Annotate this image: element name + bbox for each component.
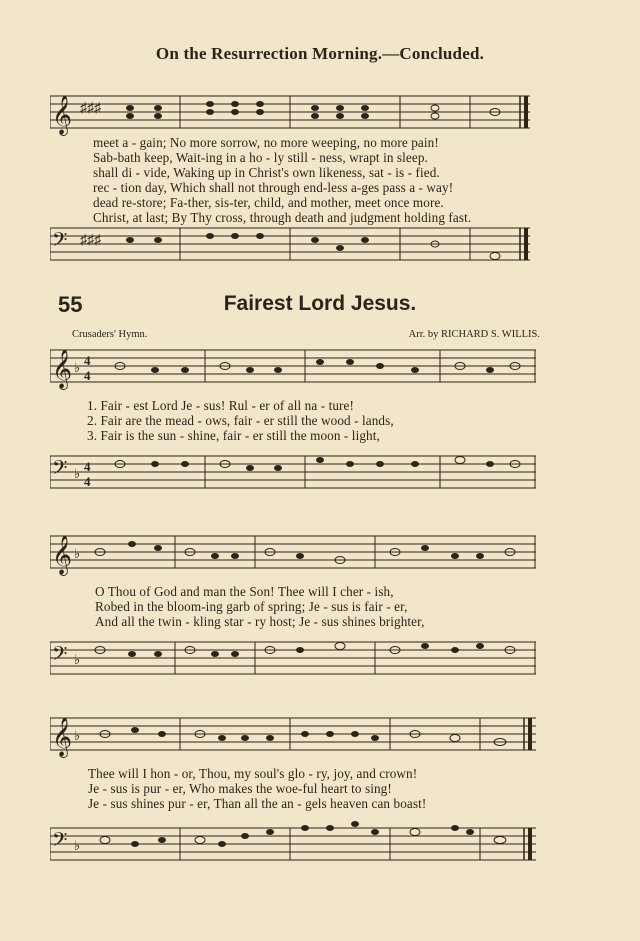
staff-lines: [50, 222, 530, 270]
system3-lyric-3: Je - sus shines pur - er, Than all the an - gels heaven can boast!: [88, 796, 427, 811]
concluded-lyric-5: dead re-store; Fa-ther, sis-ter, child, and mother, meet once more.: [93, 195, 444, 210]
staff-lines: [50, 448, 536, 498]
hymn-title: Fairest Lord Jesus.: [223, 292, 417, 315]
system2-lyric-2: Robed in the bloom-ing garb of spring; Je - sus is fair - er,: [95, 599, 408, 614]
staff-lines: [50, 90, 530, 138]
staff-lines: [50, 634, 536, 684]
flat-key-icon: ♭: [74, 838, 81, 853]
treble-clef-icon: 𝄞: [52, 97, 73, 134]
time-signature-bottom: 4: [84, 368, 91, 383]
time-signature-top: 4: [84, 459, 91, 474]
system3-lyric-1: Thee will I hon - or, Thou, my soul's glo - ry, joy, and crown!: [88, 766, 418, 781]
flat-key-icon: ♭: [74, 466, 81, 481]
time-signature-bottom: 4: [84, 474, 91, 489]
flat-key-icon: ♭: [74, 546, 81, 561]
concluded-lyric-4: rec - tion day, Which shall not through end-less a-ges pass a - way!: [93, 180, 454, 195]
flat-key-icon: ♭: [74, 728, 81, 743]
staff-system1-treble: [50, 342, 536, 392]
treble-clef-icon: 𝄞: [52, 719, 73, 756]
treble-clef-icon: 𝄞: [52, 537, 73, 574]
system3-lyric-2: Je - sus is pur - er, Who makes the woe-ful heart to sing!: [88, 781, 392, 796]
system1-lyric-2: 2. Fair are the mead - ows, fair - er still the wood - lands,: [87, 413, 394, 428]
sharp-key-icon: ♯♯♯: [80, 101, 101, 116]
time-signature-top: 4: [84, 353, 91, 368]
staff-system3-treble: [50, 710, 536, 760]
bass-clef-icon: 𝄢: [52, 230, 68, 256]
flat-key-icon: ♭: [74, 652, 81, 667]
arranger-credit: Arr. by RICHARD S. WILLIS.: [408, 329, 540, 340]
hymn-number: 55: [58, 292, 83, 317]
treble-clef-icon: 𝄞: [52, 351, 73, 388]
sharp-key-icon: ♯♯♯: [80, 233, 101, 248]
system1-lyric-3: 3. Fair is the sun - shine, fair - er still the moon - light,: [87, 428, 380, 443]
bass-clef-icon: 𝄢: [52, 458, 68, 484]
staff-concluded-treble: [50, 90, 530, 138]
continued-header: On the Resurrection Morning.—Concluded.: [155, 44, 485, 63]
staff-lines: [50, 342, 536, 392]
staff-system2-treble: [50, 528, 536, 578]
staff-system2-bass: [50, 634, 536, 684]
system1-lyric-1: 1. Fair - est Lord Je - sus! Rul - er of all na - ture!: [87, 398, 354, 413]
staff-lines: [50, 528, 536, 578]
staff-system1-bass: [50, 448, 536, 498]
concluded-lyric-2: Sab-bath keep, Wait-ing in a ho - ly still - ness, wrapt in sleep.: [93, 150, 428, 165]
system2-lyric-3: And all the twin - kling star - ry host; Je - sus shines brighter,: [95, 614, 425, 629]
system2-lyric-1: O Thou of God and man the Son! Thee will I cher - ish,: [95, 584, 394, 599]
bass-clef-icon: 𝄢: [52, 830, 68, 856]
staff-concluded-bass: [50, 222, 530, 270]
tune-name: Crusaders' Hymn.: [72, 329, 148, 340]
concluded-lyric-3: shall di - vide, Waking up in Christ's own likeness, sat - is - fied.: [93, 165, 440, 180]
staff-lines: [50, 820, 536, 870]
concluded-lyric-1: meet a - gain; No more sorrow, no more weeping, no more pain!: [93, 135, 439, 150]
staff-lines: [50, 710, 536, 760]
bass-clef-icon: 𝄢: [52, 644, 68, 670]
concluded-lyric-6: Christ, at last; By Thy cross, through death and judgment holding fast.: [93, 210, 472, 225]
staff-system3-bass: [50, 820, 536, 870]
flat-key-icon: ♭: [74, 360, 81, 375]
